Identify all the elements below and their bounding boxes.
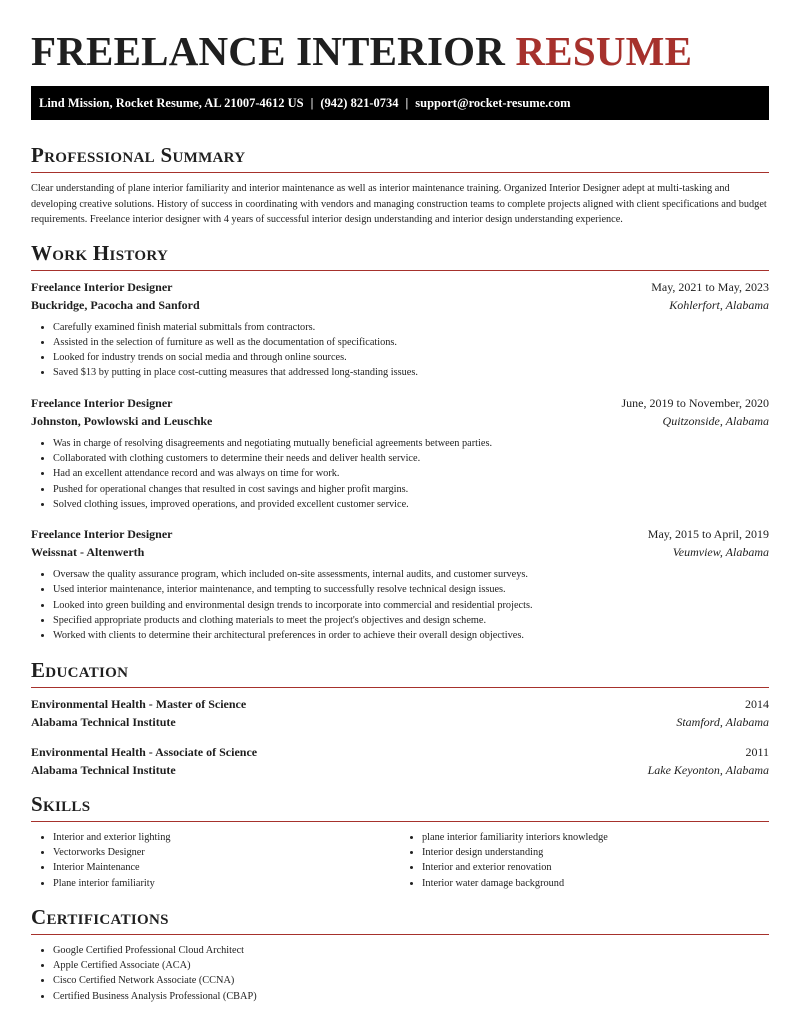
section-divider [31,687,769,688]
skill-item: • Interior design understanding [422,845,769,860]
job-header-row [31,527,769,542]
summary-text: Clear understanding of plane interior familiarity and interior maintenance as well as interior maintenance training. Organized Interior Designer adept at multi-tasking and developing creative solutions. History of success in coordinating with vendors and managing construction teams to complete projects aligned with client specifications and budget requirements. Freelance interior designer with 4 years of successful interior design understanding and interior design understanding experience. [31,183,767,225]
summary-section [31,142,769,228]
school-location: Stamford, Alabama [676,714,769,729]
list-item: • Used interior maintenance, interior maintenance, and tempting to successfully resolve technical design issues. [53,582,769,597]
job-dates: May, 2021 to May, 2023 [651,279,769,294]
education-entry [31,745,769,778]
certification-item: • Cisco Certified Network Associate (CCNA) [53,973,769,988]
education-header-row [31,745,769,760]
job-company-row [31,298,769,313]
job-entry [31,396,769,512]
list-item: • Assisted in the selection of furniture as well as the documentation of specifications. [53,335,769,350]
certifications-heading: Certifications [31,904,169,929]
school-location: Lake Keyonton, Alabama [647,762,769,777]
title-main: FREELANCE INTERIOR [31,28,506,74]
job-location: Kohlerfort, Alabama [669,297,769,312]
list-item: • Pushed for operational changes that resulted in cost savings and higher profit margins. [53,482,769,497]
contact-separator: | [310,96,314,110]
job-entry [31,527,769,643]
job-title: Freelance Interior Designer [31,395,173,410]
list-item: • Specified appropriate products and clothing materials to meet the project's objectives and design scheme. [53,613,769,628]
school-name: Alabama Technical Institute [31,714,176,729]
title-accent: RESUME [515,28,693,74]
work-section [31,240,769,644]
list-item: • Carefully examined finish material submittals from contractors. [53,320,769,335]
skill-item: • plane interior familiarity interiors knowledge [422,830,769,845]
contact-separator: | [405,96,409,110]
degree-name: Environmental Health - Master of Science [31,696,247,711]
list-item: • Oversaw the quality assurance program, which included on-site assessments, internal audits, and customer surveys. [53,567,769,582]
job-dates: May, 2015 to April, 2019 [647,527,769,542]
job-company: Weissnat - Altenwerth [31,545,145,560]
resume-page [31,0,769,1004]
list-item: • Saved $13 by putting in place cost-cutting measures that addressed long-standing issues. [53,365,769,380]
list-item: • Collaborated with clothing customers to determine their needs and deliver health service. [53,451,769,466]
skill-item: • Plane interior familiarity [53,876,400,891]
job-title: Freelance Interior Designer [31,527,173,542]
education-header-row [31,697,769,712]
job-bullets [31,436,769,512]
skill-item: • Interior water damage background [422,876,769,891]
list-item: • Was in charge of resolving disagreements and negotiating mutually beneficial agreements between parties. [53,436,769,451]
job-dates: June, 2019 to November, 2020 [621,395,769,410]
job-title: Freelance Interior Designer [31,279,173,294]
job-company-row [31,545,769,560]
certifications-list [31,943,769,1004]
skill-item: • Vectorworks Designer [53,845,400,860]
skills-heading: Skills [31,791,91,816]
degree-name: Environmental Health - Associate of Science [31,744,258,759]
section-divider [31,270,769,271]
education-heading: Education [31,657,129,682]
skills-list-right [400,830,769,891]
section-divider [31,934,769,935]
job-location: Quitzonside, Alabama [662,413,769,428]
skills-list-left [31,830,400,891]
education-entry [31,697,769,730]
certifications-section [31,904,769,1004]
job-header-row [31,396,769,411]
education-school-row [31,715,769,730]
skill-item: • Interior and exterior renovation [422,860,769,875]
skill-item: • Interior and exterior lighting [53,830,400,845]
contact-address: Lind Mission, Rocket Resume, AL 21007-4612 US [39,96,304,110]
job-company: Buckridge, Pacocha and Sanford [31,297,200,312]
skill-item: • Interior Maintenance [53,860,400,875]
graduation-year: 2011 [745,744,769,759]
list-item: • Had an excellent attendance record and was always on time for work. [53,466,769,481]
contact-email[interactable]: support@rocket-resume.com [415,96,571,110]
list-item: • Solved clothing issues, improved operations, and provided excellent customer service. [53,497,769,512]
job-entry [31,280,769,381]
certification-item: • Apple Certified Associate (ACA) [53,958,769,973]
job-company-row [31,414,769,429]
job-bullets [31,567,769,643]
list-item: • Looked into green building and environmental design trends to incorporate into commercial and residential projects. [53,598,769,613]
contact-bar [31,86,769,120]
job-company: Johnston, Powlowski and Leuschke [31,413,213,428]
certification-item: • Certified Business Analysis Professional (CBAP) [53,989,769,1004]
school-name: Alabama Technical Institute [31,762,176,777]
job-bullets [31,320,769,381]
certification-item: • Google Certified Professional Cloud Architect [53,943,769,958]
graduation-year: 2014 [745,696,769,711]
job-header-row [31,280,769,295]
contact-phone: (942) 821-0734 [320,96,399,110]
section-divider [31,821,769,822]
education-school-row [31,763,769,778]
job-location: Veumview, Alabama [672,545,769,560]
list-item: • Worked with clients to determine their architectural preferences in order to achieve their overall design objectives. [53,628,769,643]
skills-columns [31,830,769,891]
skills-section [31,791,769,891]
section-divider [31,172,769,173]
work-heading: Work History [31,240,169,265]
summary-heading: Professional Summary [31,143,246,167]
resume-title [31,28,769,74]
education-section [31,657,769,778]
list-item: • Looked for industry trends on social media and through online sources. [53,350,769,365]
